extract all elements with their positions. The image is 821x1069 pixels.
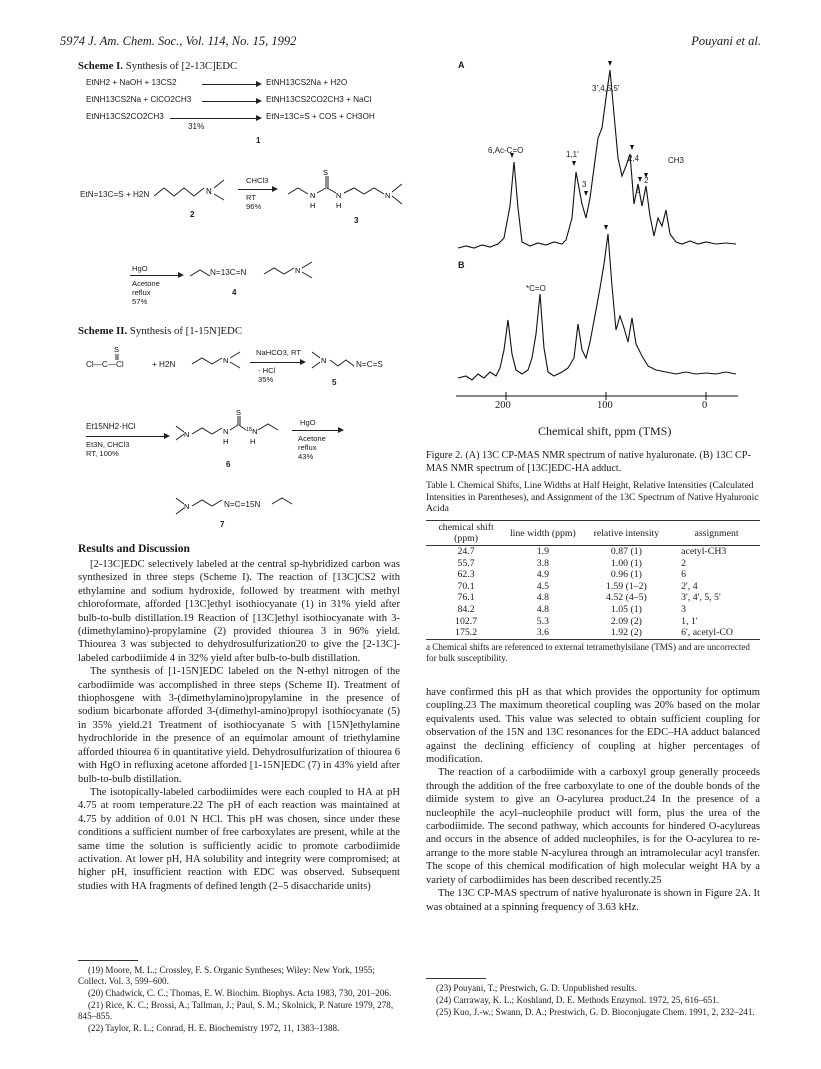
s2-r2-arrow2 [292,430,342,431]
svg-text:S: S [236,410,242,417]
footnotes-right [426,983,760,1019]
spectrum-b-trace [458,234,736,380]
figure-2 [426,58,756,448]
x-tick-label-200: 200 [495,400,511,411]
figure-2-caption: Figure 2. (A) 13C CP-MAS NMR spectrum of native hyaluronate. (B) 13C CP-MAS NMR spectrum of [13C]EDC-HA adduct. [426,450,751,474]
col-header-width: line width (ppm) [509,527,576,539]
s1-r5-product: N=13C=N [210,268,247,277]
svg-text:H: H [250,437,256,446]
peak-label-a-3: 3 [582,180,587,189]
footnotes-left [78,965,400,1035]
s1-r5-cond-3: reflux [132,288,151,297]
scheme2-title: Scheme II. Synthesis of [1-15N]EDC [78,325,243,337]
peak-label-a-2: 1,1' [566,150,579,159]
s2-r1-cond-bot: - HCl [258,366,276,375]
s1-r4-cond-top: CHCl3 [246,176,269,185]
s2-r3-product: N=C=15N [224,500,261,509]
x-axis-label: Chemical shift, ppm (TMS) [538,424,672,438]
edc-amine-fragment [262,258,332,284]
footnote-23: (23) Pouyani, T.; Prestwich, G. D. Unpublished results. [436,983,637,993]
svg-text:H: H [223,437,229,446]
s2-r1-yield: 35% [258,375,274,384]
col-header-shift: chemical shift (ppm) [438,522,494,544]
footnote-25: (25) Kuo, J.-w.; Swann, D. A.; Prestwich, G. D. Bioconjugate Chem. 1991, 2, 232–241. [436,1007,755,1017]
running-authors: Pouyani et al. [691,34,761,48]
amine-2-structure [152,176,234,202]
edc-7-ethyl-fragment [270,494,300,514]
running-header: 5974 J. Am. Chem. Soc., Vol. 114, No. 15, 1992 [60,34,297,48]
panel-b-label: B [458,260,465,270]
svg-text:N: N [223,427,229,436]
svg-text:N: N [385,191,391,200]
s2-r2-cond2-4: 43% [298,452,314,461]
svg-text:N: N [310,191,316,200]
s1-r4-arrow [238,189,276,190]
results-body [78,558,400,893]
results-heading: Results and Discussion [78,543,190,555]
footnote-20: (20) Chadwick, C. C.; Thomas, E. W. Biochim. Biophys. Acta 1983, 730, 201–206. [88,988,392,998]
s1-r3-right: EtN=13C=S + COS + CH3OH [266,112,375,121]
table-row: 76.1 4.8 4.52 (4–5) 3', 4', 5, 5' [457,592,721,604]
s1-r1-left: EtNH2 + NaOH + 13CS2 [86,78,177,87]
results-paragraph-1: [2-13C]EDC selectively labeled at the central sp-hybridized carbon was synthesized in three steps (Scheme I). The reaction of [13C]CS2 with ethylamine and sodium hydroxide, followed by treatment with methyl chloroformate, afforded [13C]ethyl isothiocyanate (1) in 31% yield after bulb-to-bulb distillation.19 Reaction of [13C]ethyl isothiocyanate with 3-(dimethylamino)-propylamine (2) provided thiourea 3 in 96% yield. Thiourea 3 was subjected to dehydrosulfurization20 to give the [2-13C]-labeled carbodiimide 4 in 32% yield after bulb-to-bulb distillation. [78,559,400,664]
peak-label-b: *C=O [526,284,546,293]
col-header-intensity: relative intensity [593,527,660,539]
thiourea-6-structure [174,410,284,454]
results-paragraph-3: The isotopically-labeled carbodiimides were each coupled to HA at pH 4.75 at room temperature.22 The pH of each reaction was maintained at 4.75 by addition of 0.01 N HCl. This pH was chosen, since under these conditions a sufficient number of free carboxylates are present, while at the same time the solution is sufficiently acidic to promote carbodiimide activation. At lower pH, HA solubility and integrity were compromised; at higher pH, insufficient reaction with EDC was observed. Subsequent studies with HA fragments of defined length (2–5 disaccharide units) [78,786,400,892]
compound-4-label: 4 [232,288,237,297]
right-paragraph-1: have confirmed this pH as that which provides the opportunity for optimum coupling.23 The maximum theoretical coupling was 20% based on the molar equivalents used. This value was selected to obtain sufficient coupling for observation of the 15N and 13C resonances for the EDC–HA adduct balanced against the declining efficiency of coupling at higher percentages of modification. [426,687,760,766]
peak-label-a-4: 3',4,5,5' [592,84,620,93]
s2-r2-cond2-3: reflux [298,443,317,452]
svg-text:N: N [184,502,190,511]
svg-text:N: N [336,191,342,200]
s2-r2-cond2-1: HgO [300,418,316,427]
table-row: 102.7 5.3 2.09 (2) 1, 1' [455,615,698,627]
amine-structure-s2 [190,348,248,374]
s1-r3-arrow [170,118,260,119]
svg-text:H: H [336,201,342,210]
thiourea-3-structure [284,168,416,214]
results-paragraph-2: The synthesis of [1-15N]EDC labeled on the N-ethyl nitrogen of the carbodiimide was accomplished in three steps (Scheme II). Treatment of thiophosgene with 3-(dimethylamino)propylamine in the presence of sodium bicarbonate afforded 3-(dimethyl-amino)propyl isothiocyanate (5) in 35% yield.21 Treatment of isothiocyanate 5 with [15N]ethylamine hydrochloride in the presence of an equimolar amount of triethylamine afforded thiourea 6 in quantitative yield. Dehydrosulfurization of thiourea 6 with HgO in refluxing acetone afforded [1-15N]EDC (7) in 43% yield after bulb-to-bulb distillation. [78,666,400,785]
svg-text:N: N [223,356,229,365]
compound-7-label: 7 [220,520,225,529]
peak-label-a-5: 2,4 [628,154,640,163]
compound-5-label: 5 [332,378,337,387]
s1-r3-left: EtNH13CS2CO2CH3 [86,112,164,121]
s2-r1-product: N=C=S [356,360,383,369]
footnote-rule-right [426,978,486,979]
s1-r4-cond-bot: 96% [246,202,262,211]
compound-2-label: 2 [190,210,195,219]
x-tick-label-100: 100 [597,400,613,411]
svg-text:H: H [310,201,316,210]
compound-6-label: 6 [226,460,231,469]
s2-r2-reagent: Et15NH2·HCl [86,422,136,431]
s1-r5-cond-2: Acetone [132,279,160,288]
svg-text:15N: $^{15}$N [246,427,258,436]
s1-r4-left: EtN=13C=S + H2N [80,190,150,199]
s1-r5-cond-4: 57% [132,297,148,306]
s2-r1-arrow [250,362,304,363]
scheme2-reactions [86,342,426,532]
footnote-19: (19) Moore, M. L.; Crossley, F. S. Organic Syntheses; Wiley: New York, 1955; Collect. Vol. 3, 599–600. [78,965,375,986]
s1-r2-right: EtNH13CS2CO2CH3 + NaCl [266,95,372,104]
s2-r1-plus: + H2N [152,360,176,369]
right-paragraph-2: The reaction of a carbodiimide with a carboxyl group generally proceeds through the addition of the free carboxylate to one of the double bonds of the diimide system to give an O-acylurea product.24 In the presence of a nucleophile the acyl–nucleophile product will form, plus the urea of the carbodiimide. The second pathway, which accounts for hindered O-acylureas and occurs in the absence of added nucleophiles, is for the O-acylurea to re-arrange to the more stable N-acylurea through an intramolecular acyl transfer. The scope of this chemical modification of high molecular weight HA by a variety of carbodiimides has been described recently.25 [426,767,760,886]
table-row: 62.3 4.9 0.96 (1) 6 [457,569,687,581]
s1-r2-left: EtNH13CS2Na + ClCO2CH3 [86,95,192,104]
compound-3-label: 3 [354,216,359,225]
svg-text:S: S [114,345,120,354]
footnote-21: (21) Rice, K. C.; Brossi, A.; Tallman, J.; Paul, S. M.; Skolnick, P. Nature 1979, 278, 845–855. [78,1000,394,1021]
s2-r1-left: Cl—C—Cl [86,360,124,369]
s2-r2-arrow [86,436,168,437]
s1-r1-arrow [202,84,260,85]
table-1-footnote: a Chemical shifts are referenced to external tetramethylsilane (TMS) and are uncorrected for bulk susceptibility. [426,641,750,663]
compound-1-label: 1 [256,136,261,145]
s1-r4-cond-mid: RT [246,193,256,202]
peak-label-a-6: 6 [636,186,641,195]
svg-text:N: N [184,430,190,439]
svg-text:N: N [295,266,301,275]
table-1-grid [426,521,760,639]
table-row: 70.1 4.5 1.59 (1–2) 2', 4 [457,580,698,592]
peak-label-a-1: 6,Ac-C=O [488,146,524,155]
table-1 [426,520,760,664]
svg-text:N: N [206,187,212,196]
s1-r5-cond-1: HgO [132,264,148,273]
table-row: 84.2 4.8 1.05 (1) 3 [457,603,687,615]
table-row: 24.7 1.9 0.87 (1) acetyl-CH3 [457,546,727,557]
scheme1-reactions [80,78,416,348]
table-row: 55.7 3.8 1.00 (1) 2 [457,557,687,569]
scheme1-title: Scheme I. Synthesis of [2-13C]EDC [78,60,238,72]
panel-a-label: A [458,60,465,70]
svg-text:S: S [323,168,329,177]
svg-text:N: N [321,356,327,365]
peak-label-a-7: 2 [644,176,649,185]
s2-r2-cond-2: RT, 100% [86,449,119,458]
x-tick-label-0: 0 [702,400,708,411]
s1-r2-arrow [202,101,260,102]
s1-r3-yield: 31% [188,122,205,131]
footnote-22: (22) Taylor, R. L.; Conrad, H. E. Biochemistry 1972, 11, 1383–1388. [88,1023,340,1033]
s1-r5-arrow [130,275,182,276]
col-header-assignment: assignment [694,527,739,539]
right-body [426,686,760,914]
footnote-rule-left [78,960,138,961]
nmr-spectra [426,58,756,448]
s1-r1-right: EtNH13CS2Na + H2O [266,78,348,87]
s2-r2-cond2-2: Acetone [298,434,326,443]
s2-r2-cond-1: Et3N, CHCl3 [86,440,130,449]
peak-label-a-8: CH3 [668,156,685,165]
right-paragraph-3: The 13C CP-MAS spectrum of native hyaluronate is shown in Figure 2A. It was obtained at a spinning frequency of 3.63 kHz. [426,888,760,913]
thiophosgene-structure [86,342,156,374]
table-1-title: Table I. Chemical Shifts, Line Widths at Half Height, Relative Intensities (Calculated Intensities in Parentheses), and Assignment of the 13C Spectrum of Native Hyaluronic Acida [426,480,759,515]
spectrum-a-trace [458,70,736,248]
footnote-24: (24) Carraway, K. L.; Koshland, D. E. Methods Enzymol. 1972, 25, 616–651. [436,995,720,1005]
s2-r1-cond-top: NaHCO3, RT [256,348,302,357]
table-row: 175.2 3.6 1.92 (2) 6', acetyl-CO [455,627,733,639]
